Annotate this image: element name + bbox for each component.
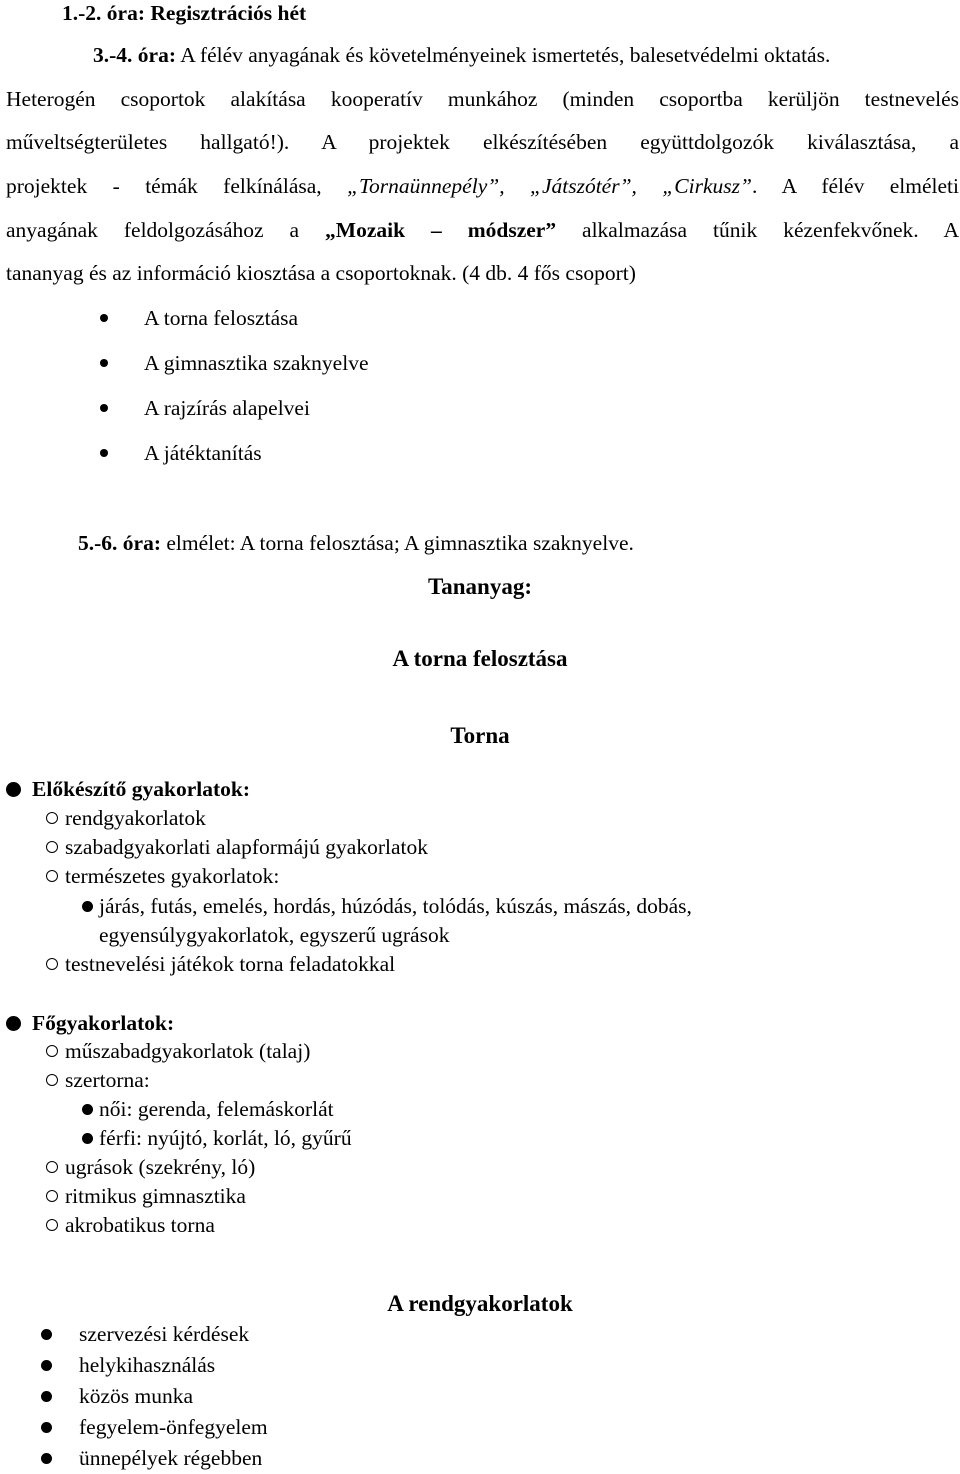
lesson-3-4-text: A félév anyagának és követelményeinek ismertetés, balesetvédelmi oktatás. bbox=[176, 43, 831, 67]
list-item-label: ugrások (szekrény, ló) bbox=[65, 1155, 256, 1179]
paragraph-line-4-a: projektek - témák felkínálása, bbox=[6, 174, 348, 198]
list-item-label: szertorna: bbox=[65, 1068, 150, 1092]
list-item bbox=[41, 1352, 215, 1378]
list-item bbox=[46, 1183, 246, 1209]
lesson-1-2-line bbox=[62, 0, 306, 26]
bullet-icon bbox=[6, 1016, 21, 1031]
preparatory-heading-row bbox=[6, 776, 250, 802]
project-themes: „Tornaünnepély”, „Játszótér”, „Cirkusz” bbox=[347, 174, 752, 198]
lesson-3-4-heading: 3.-4. óra: bbox=[93, 43, 176, 67]
list-item-label: rendgyakorlatok bbox=[65, 806, 206, 830]
torna-title: Torna bbox=[450, 723, 510, 748]
topic-item bbox=[100, 350, 369, 376]
topic-item bbox=[100, 395, 310, 421]
list-item-label: akrobatikus torna bbox=[65, 1213, 215, 1237]
bullet-icon bbox=[100, 404, 108, 412]
list-item-label: szabadgyakorlati alapformájú gyakorlatok bbox=[65, 835, 428, 859]
bullet-icon bbox=[100, 314, 108, 322]
sub-list-item-label: férfi: nyújtó, korlát, ló, gyűrű bbox=[99, 1126, 352, 1150]
list-item-label: műszabadgyakorlatok (talaj) bbox=[65, 1039, 311, 1063]
bullet-icon bbox=[100, 359, 108, 367]
bullet-icon bbox=[100, 449, 108, 457]
sub-list-item-label: női: gerenda, felemáskorlát bbox=[99, 1097, 334, 1121]
lesson-5-6-text: elmélet: A torna felosztása; A gimnasztika szaknyelve. bbox=[161, 531, 634, 555]
circle-bullet-icon bbox=[46, 958, 58, 970]
main-exercises-heading-row bbox=[6, 1010, 174, 1036]
list-item bbox=[46, 834, 428, 860]
list-item bbox=[41, 1383, 193, 1409]
circle-bullet-icon bbox=[46, 841, 58, 853]
lesson-5-6-heading: 5.-6. óra: bbox=[78, 531, 161, 555]
sub-list-item bbox=[82, 1096, 334, 1122]
list-item-label: természetes gyakorlatok: bbox=[65, 864, 280, 888]
bullet-icon bbox=[82, 1104, 93, 1115]
list-item bbox=[41, 1414, 268, 1440]
list-item-label: ritmikus gimnasztika bbox=[65, 1184, 246, 1208]
topic-item bbox=[100, 305, 298, 331]
tananyag-heading: Tananyag: bbox=[428, 574, 532, 599]
topic-label: A torna felosztása bbox=[144, 306, 299, 330]
lesson-1-2-heading: 1.-2. óra: bbox=[62, 1, 145, 25]
mozaik-method: „Mozaik – módszer” bbox=[325, 218, 557, 242]
bullet-icon bbox=[82, 901, 93, 912]
bullet-icon bbox=[41, 1329, 52, 1340]
circle-bullet-icon bbox=[46, 870, 58, 882]
paragraph-line-5-c: alkalmazása tűnik kézenfekvőnek. A bbox=[556, 218, 959, 242]
sub-list-item bbox=[82, 893, 692, 919]
bullet-icon bbox=[41, 1360, 52, 1371]
circle-bullet-icon bbox=[46, 1219, 58, 1231]
paragraph-line-5 bbox=[6, 217, 959, 243]
list-item bbox=[46, 1038, 310, 1064]
main-exercises-heading: Főgyakorlatok: bbox=[32, 1011, 175, 1035]
topic-label: A rajzírás alapelvei bbox=[144, 396, 310, 420]
sub-list-item-label: járás, futás, emelés, hordás, húzódás, tolódás, kúszás, mászás, dobás, bbox=[99, 894, 692, 918]
paragraph-line-3: műveltségterületes hallgató!). A projektek elkészítésében együttdolgozók kiválasztása, a bbox=[6, 130, 959, 154]
topic-label: A gimnasztika szaknyelve bbox=[144, 351, 369, 375]
topic-label: A játéktanítás bbox=[144, 441, 262, 465]
paragraph-line-5-a: anyagának feldolgozásához a bbox=[6, 218, 326, 242]
list-item-label: helykihasználás bbox=[79, 1353, 216, 1377]
list-item bbox=[46, 863, 279, 889]
paragraph-line-4-c: . A félév elméleti bbox=[751, 174, 959, 198]
rend-title: A rendgyakorlatok bbox=[387, 1291, 573, 1316]
lesson-5-6-line bbox=[78, 530, 634, 556]
topic-item bbox=[100, 440, 262, 466]
sub-list-item-continuation: egyensúlygyakorlatok, egyszerű ugrások bbox=[99, 923, 450, 947]
list-item bbox=[46, 951, 395, 977]
preparatory-heading: Előkészítő gyakorlatok: bbox=[32, 777, 250, 801]
circle-bullet-icon bbox=[46, 1190, 58, 1202]
list-item bbox=[46, 1212, 215, 1238]
sub-list-item bbox=[82, 1125, 352, 1151]
paragraph-line-6: tananyag és az információ kiosztása a csoportoknak. (4 db. 4 fős csoport) bbox=[6, 261, 636, 285]
bullet-icon bbox=[41, 1453, 52, 1464]
lesson-1-2-text: Regisztrációs hét bbox=[145, 1, 307, 25]
bullet-icon bbox=[41, 1422, 52, 1433]
list-item bbox=[46, 1154, 255, 1180]
circle-bullet-icon bbox=[46, 1045, 58, 1057]
bullet-icon bbox=[82, 1133, 93, 1144]
bullet-icon bbox=[41, 1391, 52, 1402]
list-item-label: szervezési kérdések bbox=[79, 1322, 250, 1346]
list-item bbox=[46, 805, 206, 831]
list-item-label: ünnepélyek régebben bbox=[79, 1446, 263, 1470]
list-item-label: közös munka bbox=[79, 1384, 194, 1408]
list-item bbox=[41, 1321, 249, 1347]
list-item bbox=[46, 1067, 150, 1093]
list-item bbox=[41, 1445, 262, 1471]
paragraph-line-2: Heterogén csoportok alakítása kooperatív munkához (minden csoportba kerüljön testnevelés bbox=[6, 87, 959, 111]
list-item-label: fegyelem-önfegyelem bbox=[79, 1415, 268, 1439]
circle-bullet-icon bbox=[46, 1074, 58, 1086]
paragraph-line-4 bbox=[6, 173, 959, 199]
circle-bullet-icon bbox=[46, 812, 58, 824]
list-item-label: testnevelési játékok torna feladatokkal bbox=[65, 952, 396, 976]
bullet-icon bbox=[6, 782, 21, 797]
lesson-3-4-line bbox=[93, 42, 830, 68]
section-title: A torna felosztása bbox=[392, 646, 568, 671]
circle-bullet-icon bbox=[46, 1161, 58, 1173]
